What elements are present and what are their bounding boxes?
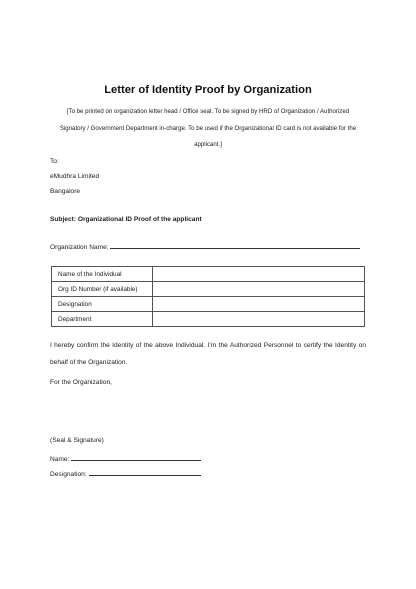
table-row bbox=[52, 267, 365, 282]
for-organization-label: For the Organization, bbox=[50, 379, 112, 386]
organization-name-blank bbox=[110, 241, 360, 249]
designation-label: Designation: bbox=[50, 471, 87, 478]
subject-line: Subject: Organizational ID Proof of the applicant bbox=[50, 216, 202, 223]
organization-name-field bbox=[50, 241, 360, 251]
instructions-line-3: applicant.] bbox=[194, 141, 222, 148]
identity-details-table bbox=[51, 266, 365, 327]
instructions-line-1: [To be printed on organization letter head / Office seal. To be signed by HRD of Organization / Authorized bbox=[66, 108, 350, 115]
table-cell-value bbox=[153, 312, 365, 327]
name-field bbox=[50, 453, 201, 463]
seal-signature-label: (Seal & Signature) bbox=[50, 437, 104, 444]
letter-title: Letter of Identity Proof by Organization bbox=[104, 84, 312, 96]
name-blank bbox=[71, 453, 201, 461]
organization-name-label: Organization Name: bbox=[50, 244, 109, 251]
table-row bbox=[52, 282, 365, 297]
table-row bbox=[52, 297, 365, 312]
designation-field bbox=[50, 468, 201, 478]
table-cell-label: Name of the Individual bbox=[52, 267, 153, 282]
table-cell-label: Department bbox=[52, 312, 153, 327]
to-label: To: bbox=[50, 158, 59, 165]
table-cell-value bbox=[153, 282, 365, 297]
table-cell-label: Designation bbox=[52, 297, 153, 312]
table-row bbox=[52, 312, 365, 327]
instructions-note bbox=[44, 104, 372, 154]
table-cell-label: Org ID Number (if available) bbox=[52, 282, 153, 297]
table-cell-value bbox=[153, 267, 365, 282]
name-label: Name: bbox=[50, 456, 70, 463]
confirmation-paragraph: I hereby confirm the Identity of the above Individual. I’m the Authorized Personnel to certify the Identity on behalf of the Organization. bbox=[50, 342, 366, 366]
designation-blank bbox=[89, 468, 201, 476]
recipient-name: eMudhra Limited bbox=[50, 173, 100, 180]
table-cell-value bbox=[153, 297, 365, 312]
recipient-city: Bangalore bbox=[50, 188, 81, 195]
instructions-line-2: Signatory / Government Department in-charge. To be used if the Organizational ID card is not available for the bbox=[59, 124, 357, 132]
